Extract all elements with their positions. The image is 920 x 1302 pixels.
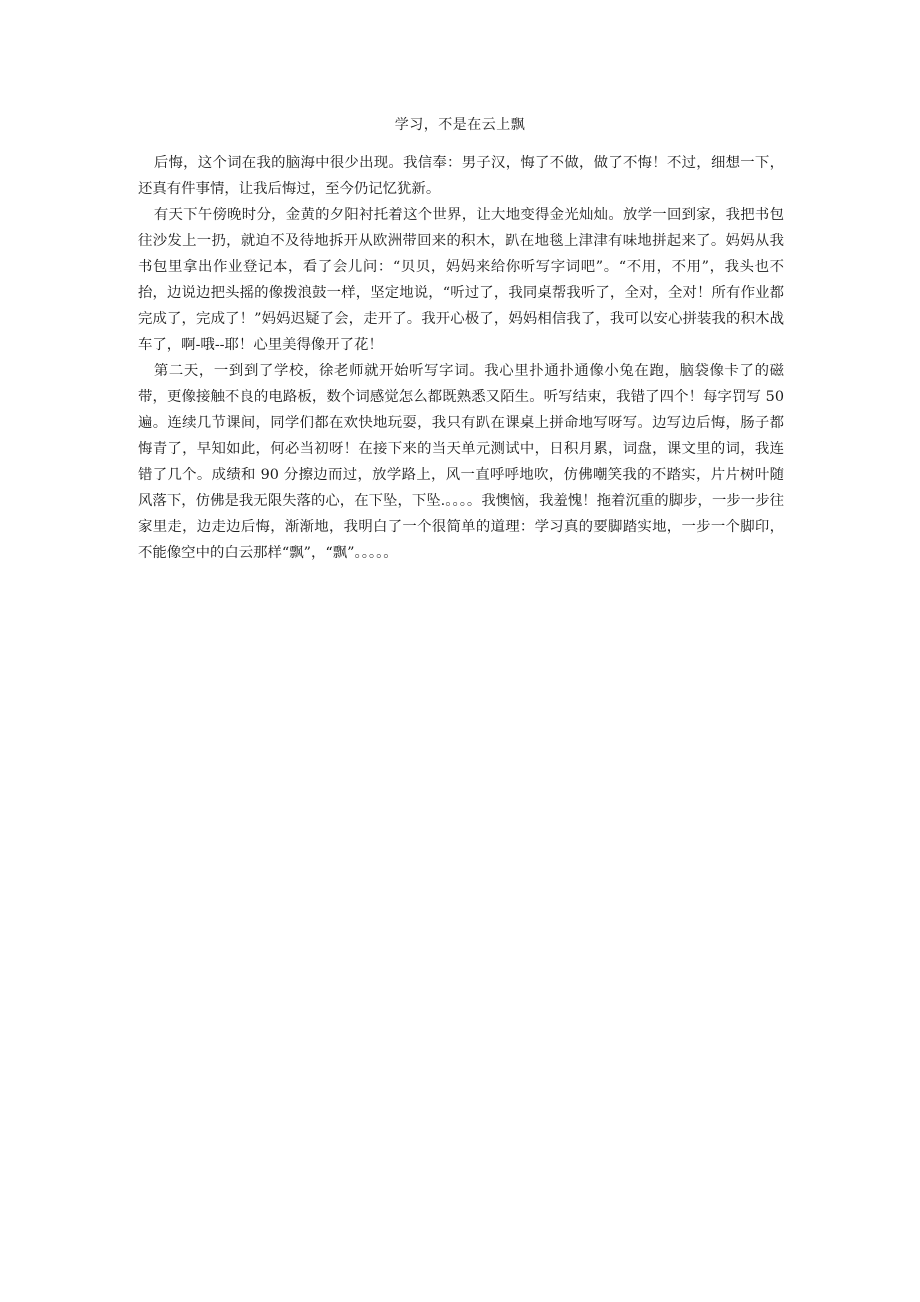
paragraph-3: 第二天，一到到了学校，徐老师就开始听写字词。我心里扑通扑通像小兔在跑，脑袋像卡了的磁带，更像接触不良的电路板，数个词感觉怎么都既熟悉又陌生。听写结束，我错了四个！每字罚写 50 遍。连续几节课间，同学们都在欢快地玩耍，我只有趴在课桌上拼命地写呀写。边写边后悔，肠子都悔青了，早知如此，何必当初呀！在接下来的当天单元测试中，日积月累，词盘，课文里的词，我连错了几个。成绩和 90 分擦边而过，放学路上，风一直呼呼地吹，仿佛嘲笑我的不踏实，片片树叶随风落下，仿佛是我无限失落的心，在下坠，下坠.。。。。我懊恼，我羞愧！拖着沉重的脚步，一步一步往家里走，边走边后悔，渐渐地，我明白了一个很简单的道理：学习真的要脚踏实地，一步一个脚印，不能像空中的白云那样“飘”，“飘”。。。。。 bbox=[138, 363, 784, 561]
paragraph-2: 有天下午傍晚时分，金黄的夕阳衬托着这个世界，让大地变得金光灿灿。放学一回到家，我把书包往沙发上一扔，就迫不及待地拆开从欧洲带回来的积木，趴在地毯上津津有味地拼起来了。妈妈从我书包里拿出作业登记本，看了会儿问：“贝贝，妈妈来给你听写字词吧”。“不用，不用”，我头也不抬，边说边把头摇的像拨浪鼓一样，坚定地说，“听过了，我同桌帮我听了，全对，全对！所有作业都完成了，完成了！”妈妈迟疑了会，走开了。我开心极了，妈妈相信我了，我可以安心拼装我的积木战车了，啊-哦--耶！心里美得像开了花！ bbox=[138, 207, 784, 353]
document-title: 学习，不是在云上飘 bbox=[394, 117, 526, 133]
document-body bbox=[138, 150, 784, 566]
paragraph-1: 后悔，这个词在我的脑海中很少出现。我信奉：男子汉，悔了不做，做了不悔！不过，细想一下，还真有件事情，让我后悔过，至今仍记忆犹新。 bbox=[138, 155, 784, 197]
